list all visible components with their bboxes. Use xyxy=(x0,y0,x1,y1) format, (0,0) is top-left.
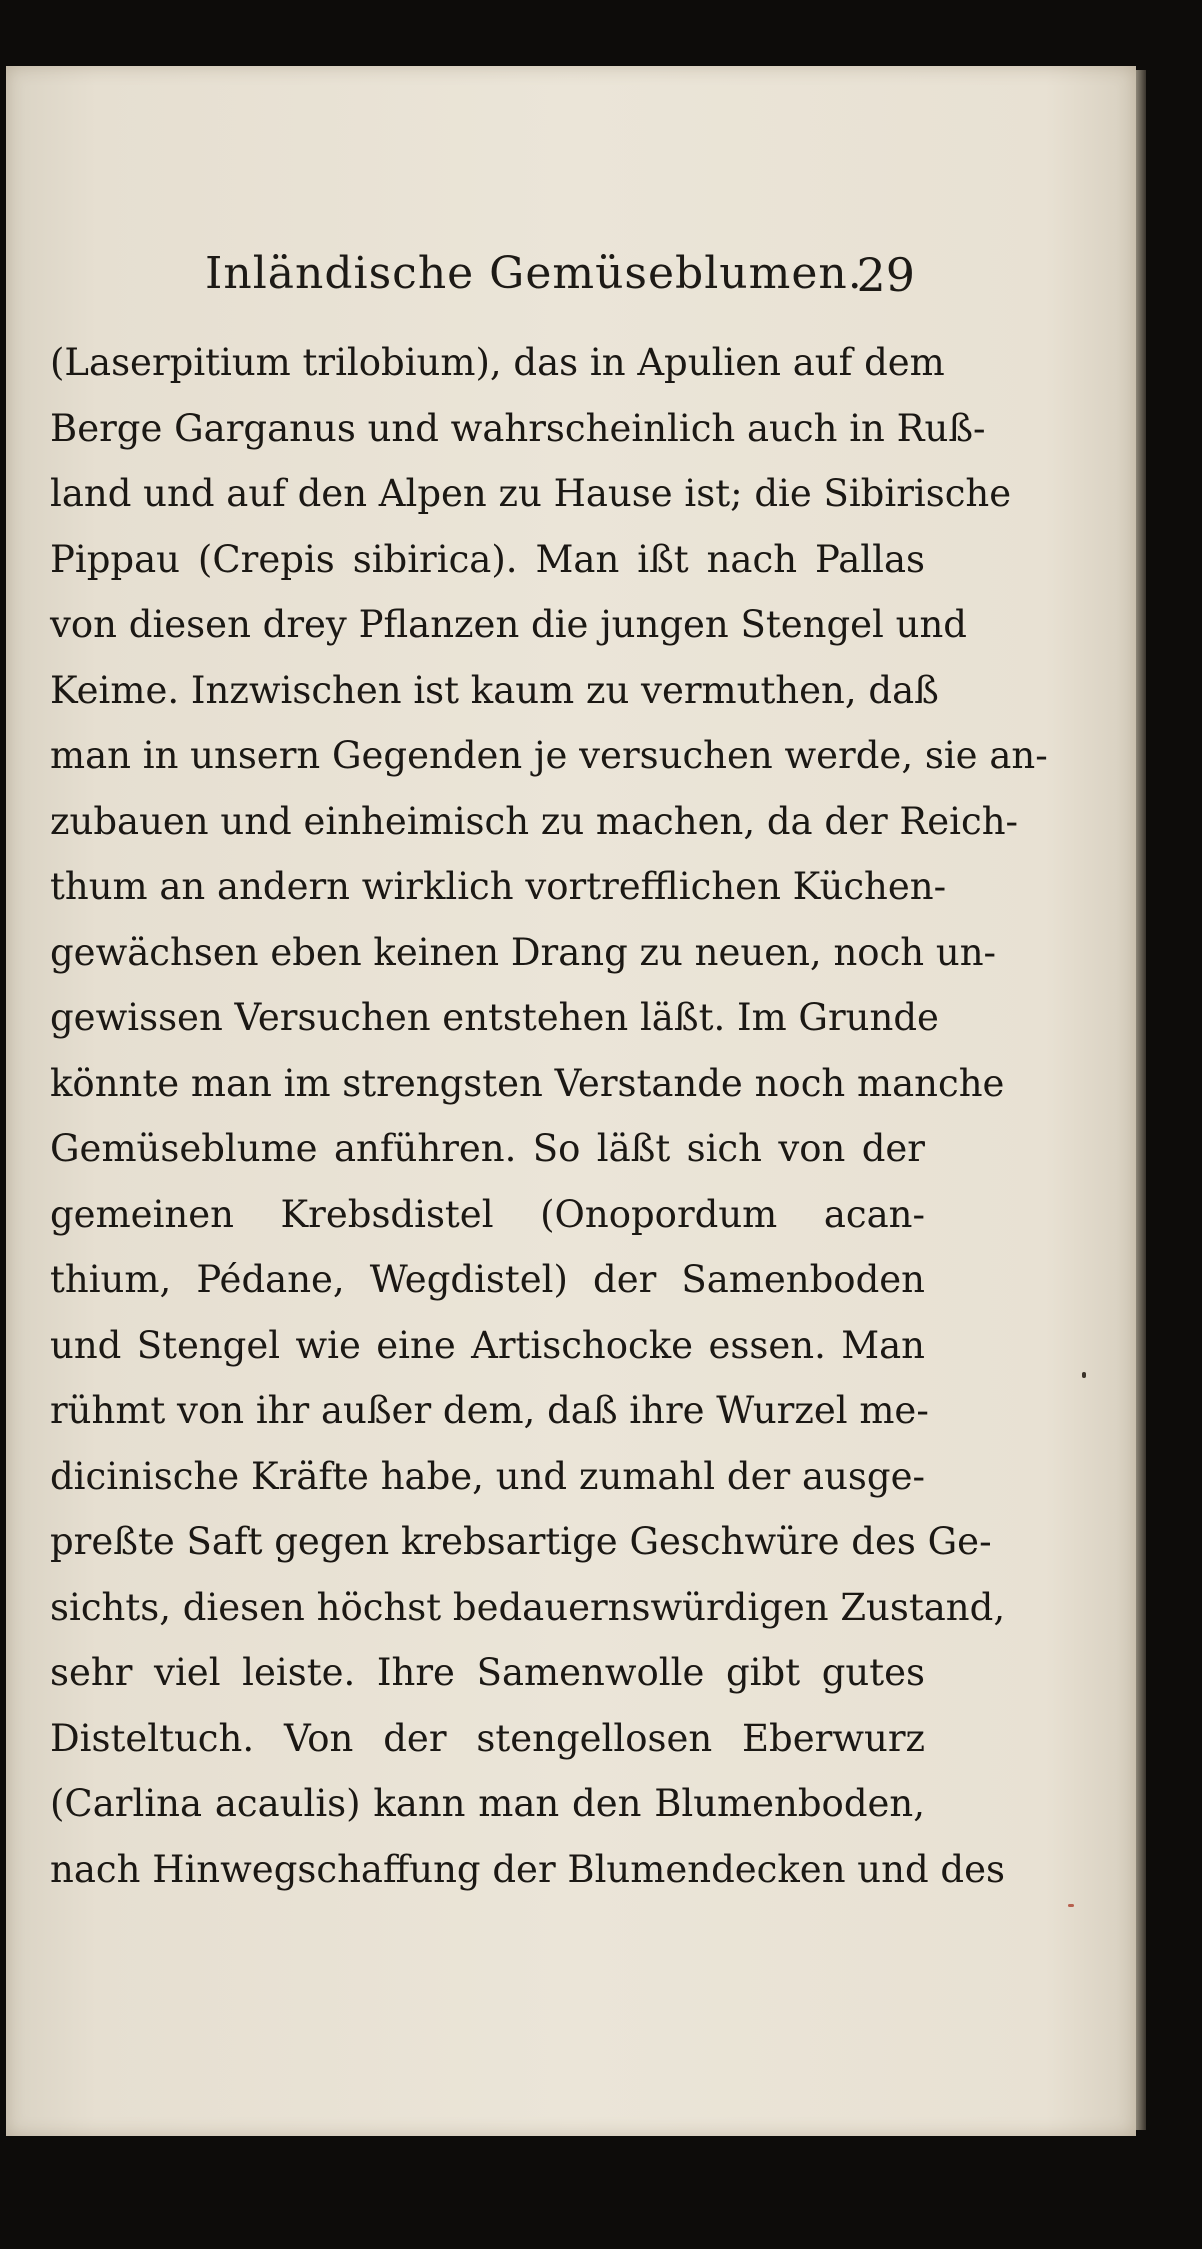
text-line: dicinische Kräfte habe, und zumahl der ausge- xyxy=(50,1454,925,1498)
text-line: thum an andern wirklich vortrefflichen Küchen- xyxy=(50,865,947,908)
text-line: (Laserpitium trilobium), das in Apulien auf dem xyxy=(50,341,945,384)
text-line: rühmt von ihr außer dem, daß ihre Wurzel me- xyxy=(50,1389,929,1432)
text-line: von diesen drey Pflanzen die jungen Stengel und xyxy=(50,603,967,646)
text-line: gewissen Versuchen entstehen läßt. Im Grunde xyxy=(50,996,939,1039)
page-number: 29 xyxy=(856,248,915,302)
text-line: Disteltuch. Von der stengellosen Eberwurz xyxy=(50,1716,925,1760)
header-title: Inländische Gemüseblumen. xyxy=(205,248,863,299)
text-line: nach Hinwegschaffung der Blumendecken und des xyxy=(50,1847,1005,1891)
text-line: thium, Pédane, Wegdistel) der Samenboden xyxy=(50,1258,925,1301)
text-line: sichts, diesen höchst bedauernswürdigen Zustand, xyxy=(50,1585,1006,1629)
text-line: man in unsern Gegenden je versuchen werde, sie an- xyxy=(50,734,1048,777)
text-line: Keime. Inzwischen ist kaum zu vermuthen, daß xyxy=(50,668,939,712)
text-line: Pippau (Crepis sibirica). Man ißt nach Pallas xyxy=(50,537,925,581)
text-line: gewächsen eben keinen Drang zu neuen, noch un- xyxy=(50,930,997,974)
text-line: könnte man im strengsten Verstande noch manche xyxy=(50,1061,1005,1105)
text-line: Gemüseblume anführen. So läßt sich von der xyxy=(50,1127,925,1170)
text-line: und Stengel wie eine Artischocke essen. Man xyxy=(50,1323,925,1367)
text-line: land und auf den Alpen zu Hause ist; die Sibirische xyxy=(50,472,1012,515)
page-edge xyxy=(1136,70,1146,2130)
text-line: (Carlina acaulis) kann man den Blumenboden, xyxy=(50,1782,925,1825)
text-line: sehr viel leiste. Ihre Samenwolle gibt gutes xyxy=(50,1651,925,1694)
text-line: gemeinen Krebsdistel (Onopordum acan- xyxy=(50,1192,925,1236)
text-line: zubauen und einheimisch zu machen, da der Reich- xyxy=(50,799,1019,843)
text-line: Berge Garganus und wahrscheinlich auch in Ruß- xyxy=(50,406,986,450)
paper-speck xyxy=(1082,1372,1086,1378)
paper-speck xyxy=(1068,1904,1074,1907)
running-header xyxy=(205,240,915,310)
text-line: preßte Saft gegen krebsartige Geschwüre des Ge- xyxy=(50,1520,992,1563)
body-text xyxy=(50,330,1048,1902)
